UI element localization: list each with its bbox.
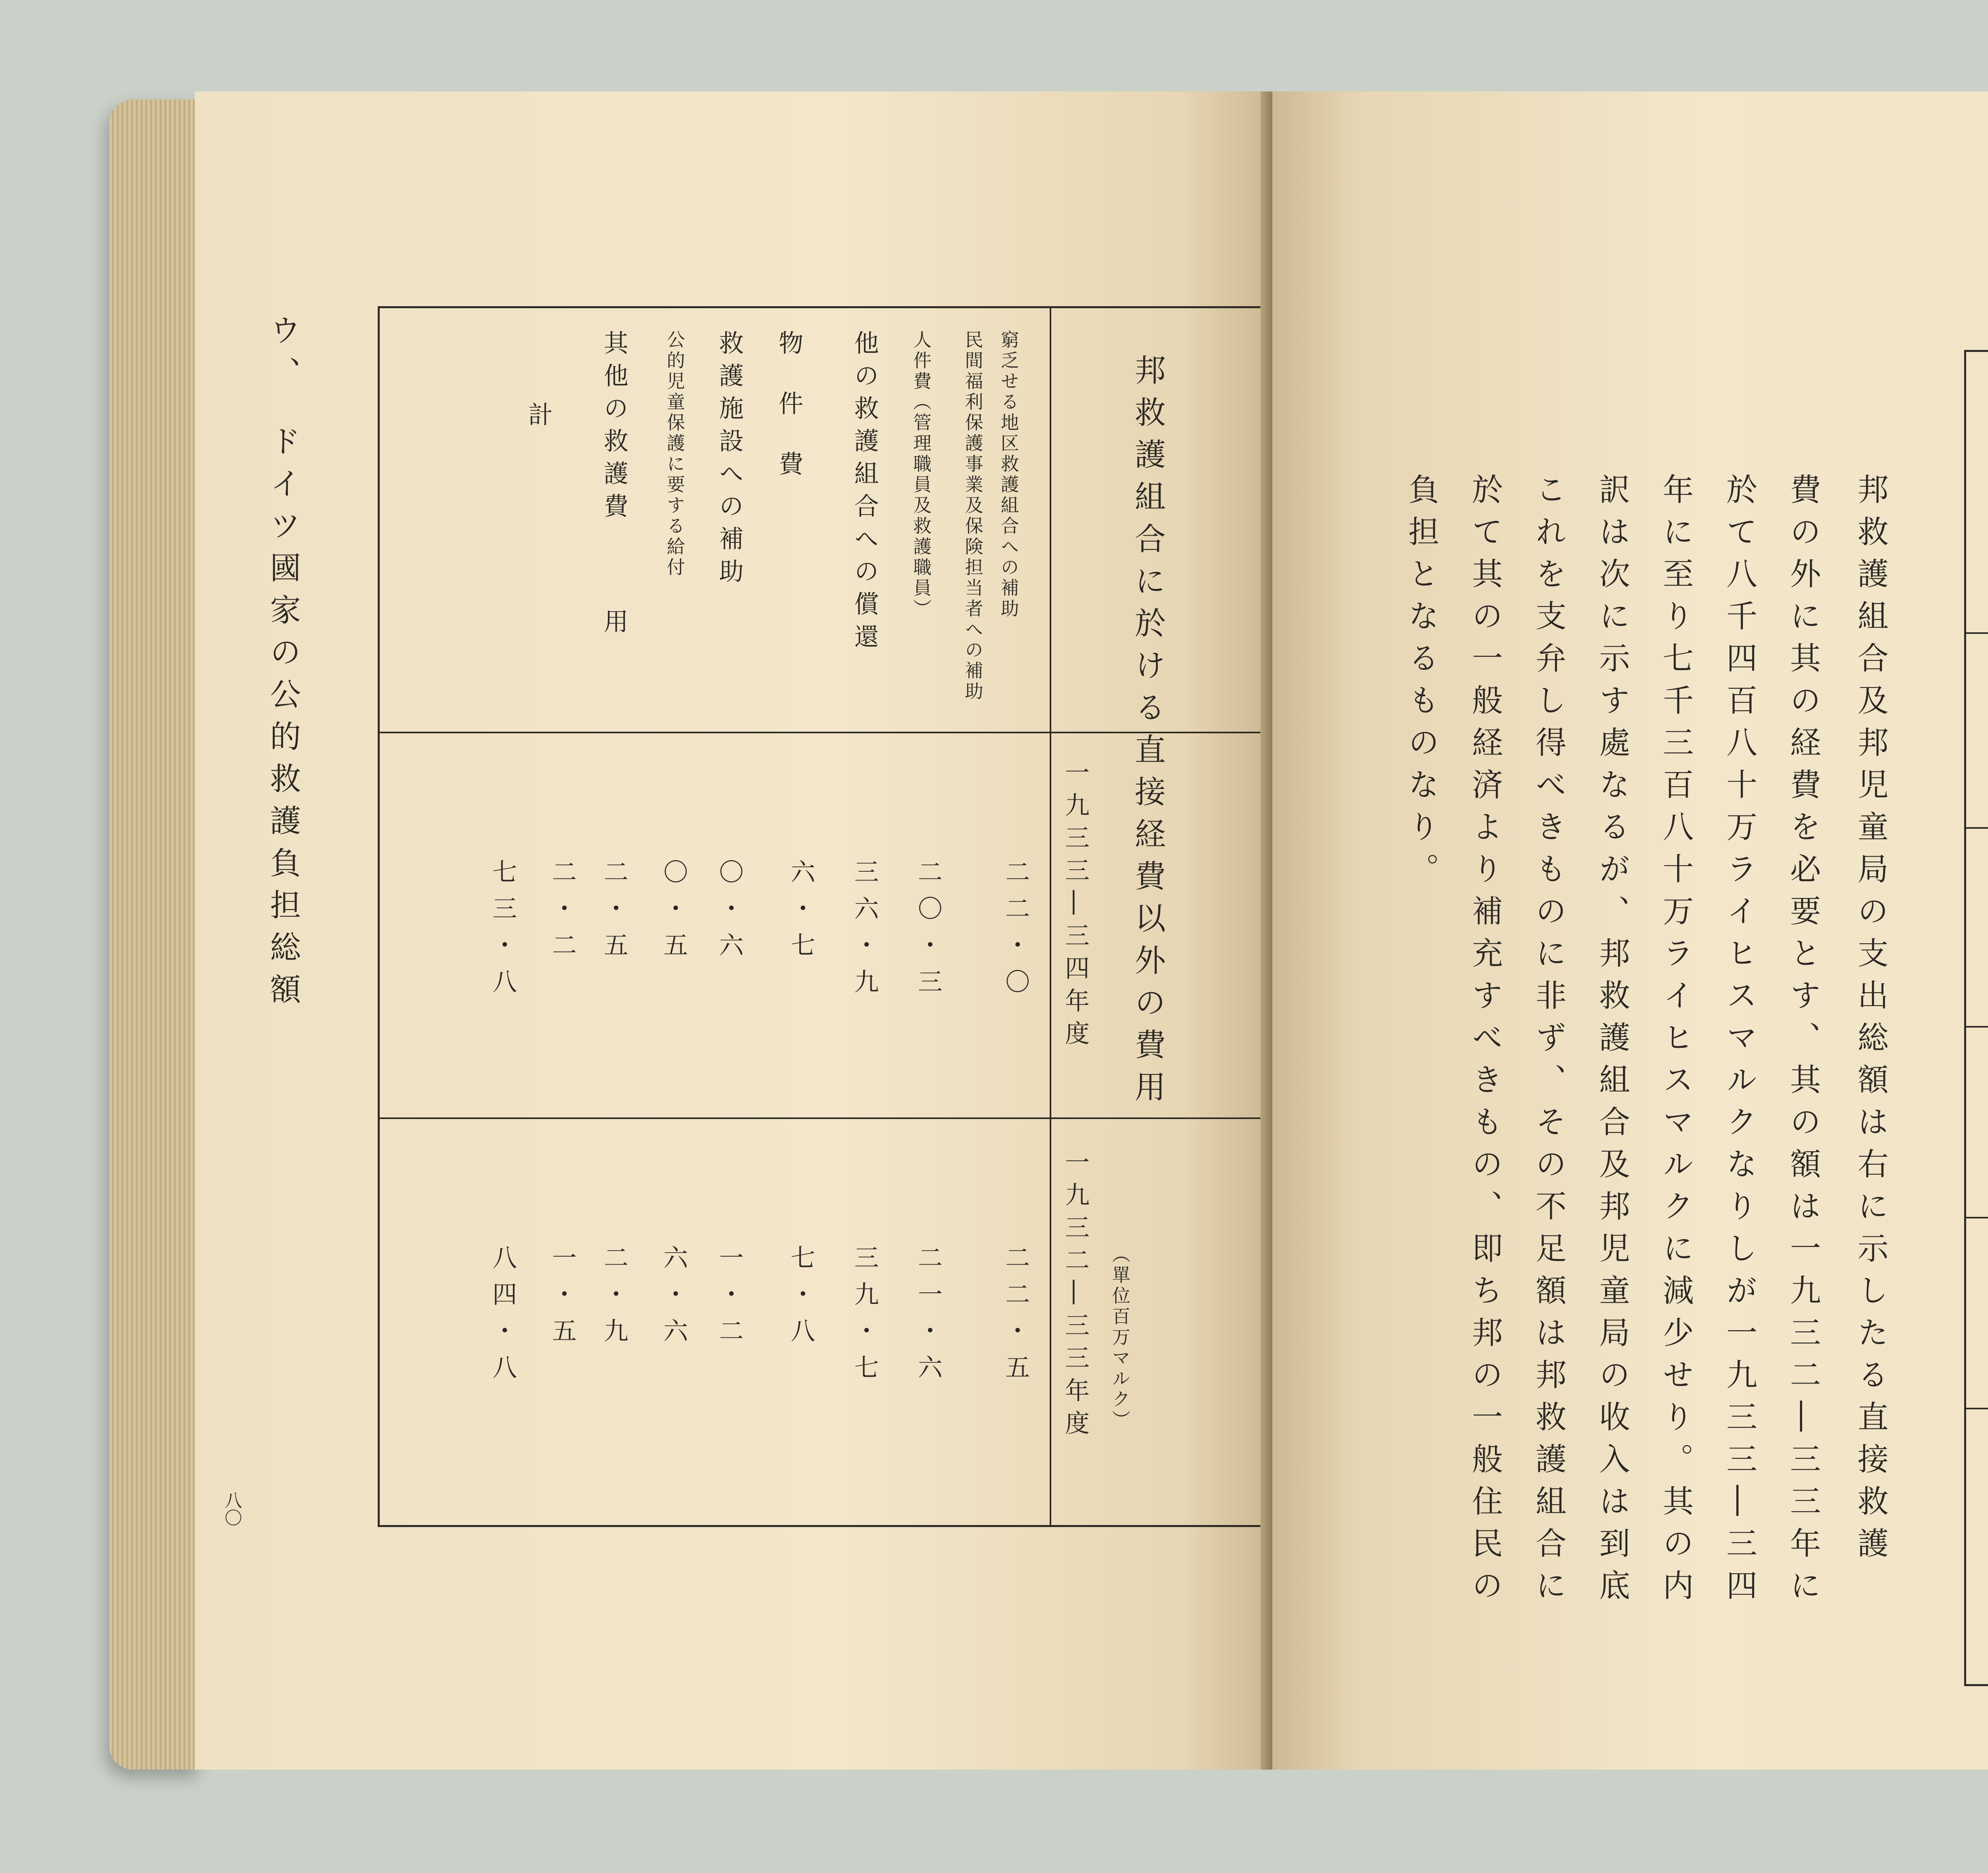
body-line: 費の外に其の経費を必要とす、其の額は一九三二―三三年に: [1785, 473, 1821, 1611]
left-page: [195, 91, 1268, 1770]
row-label: 其他の救護費: [600, 330, 629, 526]
body-line: 訳は次に示す處なるが、邦救護組合及邦児童局の收入は到底: [1594, 473, 1630, 1611]
value-cell: 八四・八: [488, 1245, 517, 1391]
summary-row-divider: [1964, 1408, 1988, 1409]
body-line: 於て其の一般経済より補充すべきもの、即ち邦の一般住民の: [1467, 473, 1503, 1611]
row-label: 計: [524, 402, 553, 434]
header-1933: 一九三三―三四年度: [1061, 760, 1090, 1053]
value-cell: 一・二: [715, 1245, 744, 1354]
table-title: 邦救護組合に於ける直接経費以外の費用: [1130, 354, 1165, 1113]
summary-table: [1964, 350, 1988, 1686]
value-cell: 二・五: [600, 859, 629, 969]
value-cell: 二二・五: [1001, 1245, 1030, 1391]
summary-row-divider: [1964, 1026, 1988, 1028]
body-line: 於て八千四百八十万ライヒスマルクなりしが一九三三―三四: [1721, 473, 1757, 1611]
value-cell: 三九・七: [850, 1245, 879, 1391]
value-cell: 三六・九: [850, 859, 879, 1005]
row-label: 他の救護組合への償還: [850, 330, 879, 656]
body-line: 年に至り七千三百八十万ライヒスマルクに減少せり。其の内: [1658, 473, 1693, 1611]
row-label: 用: [600, 608, 629, 641]
body-line: これを支弁し得べきものに非ず、その不足額は邦救護組合に: [1530, 473, 1566, 1611]
value-cell: 二・九: [600, 1245, 629, 1354]
summary-row-divider: [1964, 632, 1988, 634]
table-unit: （單位百万マルク）: [1109, 1245, 1131, 1431]
page-number-left: 八〇: [221, 1491, 242, 1526]
row-label: 物件費: [775, 330, 804, 511]
value-cell: 七・八: [786, 1245, 815, 1354]
table-row-divider-2: [378, 1117, 1274, 1119]
section-heading: ウ、 ドイツ國家の公的救護負担総額: [265, 314, 301, 1015]
value-cell: 二・二: [548, 859, 577, 969]
right-page: [1272, 91, 1988, 1770]
header-1932: 一九三二―三三年度: [1061, 1149, 1090, 1443]
row-label: 公的児童保護に要する給付: [664, 330, 685, 578]
value-cell: 二一・六: [914, 1245, 943, 1391]
value-cell: 六・七: [786, 859, 815, 969]
row-label: 救護施設への補助: [715, 330, 744, 591]
value-cell: 七三・八: [488, 859, 517, 1005]
value-cell: 二二・〇: [1001, 859, 1030, 1005]
value-cell: 六・六: [659, 1245, 688, 1354]
value-cell: 〇・五: [659, 859, 688, 969]
value-cell: 二〇・三: [914, 859, 943, 1005]
row-label: 人件費（管理職員及救護職員）: [911, 330, 932, 620]
summary-row-divider: [1964, 1217, 1988, 1218]
summary-row-divider: [1964, 827, 1988, 829]
table-header-divider: [1050, 306, 1051, 1525]
body-line: 邦救護組合及邦児童局の支出総額は右に示したる直接救護: [1852, 473, 1888, 1569]
value-cell: 一・五: [548, 1245, 577, 1354]
row-label: 窮乏せる地区救護組合への補助: [998, 330, 1019, 620]
body-line: 負担となるものなり。: [1403, 473, 1439, 895]
row-label: 民間福利保護事業及保険担当者への補助: [962, 330, 984, 702]
value-cell: 〇・六: [715, 859, 744, 969]
page-edges-left: [109, 99, 201, 1770]
